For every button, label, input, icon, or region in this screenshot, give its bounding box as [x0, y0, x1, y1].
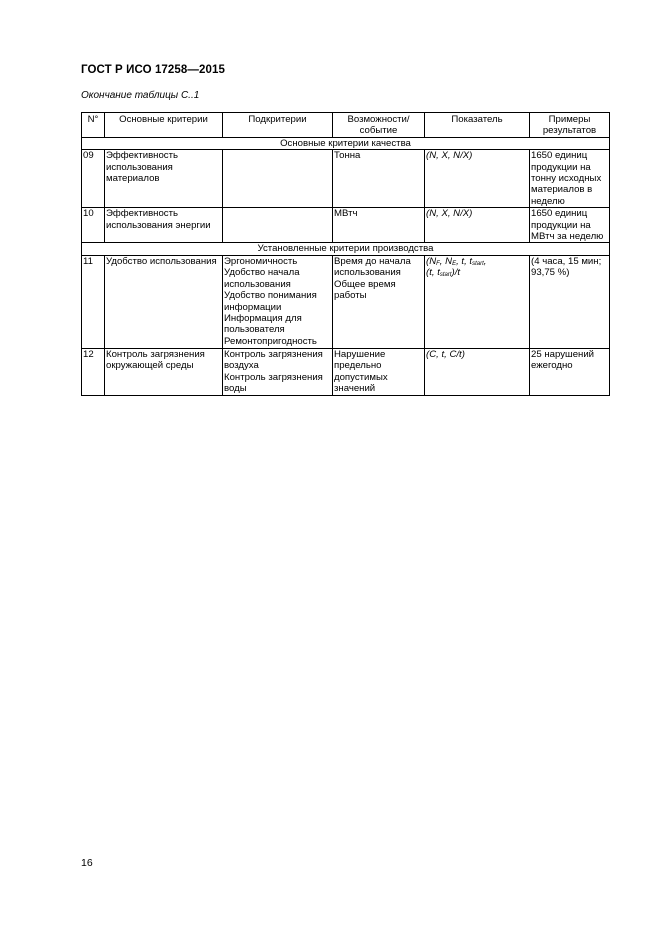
cell-text: МВтч — [334, 208, 358, 220]
cell-text: пользователя — [224, 324, 285, 336]
indicator-formula-line — [426, 267, 528, 278]
cell-text: продукции на — [531, 161, 591, 173]
examples-cell — [530, 255, 610, 348]
cell-text: значений — [334, 383, 376, 395]
cell-text: использования энергии — [106, 219, 211, 231]
indicator-cell — [425, 255, 530, 348]
table-row — [82, 208, 610, 243]
formula-part: )/t — [451, 267, 461, 279]
main-criteria-cell — [105, 208, 223, 243]
cell-text: Общее время — [334, 278, 396, 290]
examples-cell — [530, 150, 610, 208]
section-title-quality: Основные критерии качества — [82, 137, 610, 149]
document-header: ГОСТ Р ИСО 17258—2015 — [81, 64, 226, 76]
subcriteria-cell — [223, 255, 333, 348]
cell-text: Время до начала — [334, 255, 411, 267]
section-title-production: Установленные критерии производства — [82, 243, 610, 255]
formula-part: , — [483, 255, 487, 267]
col-header-event: Возможности/ событие — [333, 113, 425, 138]
cell-text: тонну исходных — [531, 173, 602, 185]
cell-text: Нарушение — [334, 348, 386, 360]
page-number: 16 — [81, 857, 93, 869]
table-row — [82, 348, 610, 395]
formula-part: , N — [439, 255, 453, 267]
table-row — [82, 150, 610, 208]
cell-text: 25 нарушений — [531, 348, 595, 360]
event-cell — [333, 208, 425, 243]
main-criteria-cell — [105, 348, 223, 395]
row-number: 11 — [82, 255, 105, 348]
formula-part: , t, t — [456, 255, 473, 267]
main-criteria-cell — [105, 255, 223, 348]
col-header-indicator: Показатель — [425, 113, 530, 138]
section-row — [82, 137, 610, 149]
cell-text: Эффективность — [106, 150, 178, 162]
cell-text: информации — [224, 301, 282, 313]
indicator-cell: (N, X, N/X) — [425, 208, 530, 243]
subscript-start: start — [439, 272, 452, 279]
cell-text: предельно — [334, 360, 382, 372]
indicator-cell: (N, X, N/X) — [425, 150, 530, 208]
cell-text: использования — [106, 161, 173, 173]
event-cell — [333, 150, 425, 208]
row-number: 12 — [82, 348, 105, 395]
cell-text: Удобство использования — [106, 255, 217, 267]
cell-text: работы — [334, 290, 367, 302]
cell-text: Тонна — [334, 150, 361, 162]
cell-text: Эргономичность — [224, 255, 298, 267]
cell-text: Ремонтопригодность — [224, 335, 317, 347]
subscript-f: F — [436, 260, 440, 267]
main-criteria-cell — [105, 150, 223, 208]
cell-text: использования — [334, 267, 401, 279]
cell-text: Эффективность — [106, 208, 178, 220]
event-cell — [333, 348, 425, 395]
col-header-main-criteria: Основные критерии — [105, 113, 223, 138]
subscript-start: start — [472, 260, 484, 267]
table-header-row — [82, 113, 610, 138]
cell-text: Контроль загрязнения — [224, 348, 323, 360]
criteria-table — [81, 112, 610, 396]
cell-text: Контроль загрязнения — [224, 371, 323, 383]
cell-text: воздуха — [224, 360, 259, 372]
cell-text: неделю — [531, 195, 565, 207]
cell-text: допустимых — [334, 371, 388, 383]
formula-part: (N — [426, 255, 437, 267]
table-row — [82, 255, 610, 348]
cell-text: использования — [224, 278, 291, 290]
cell-text: 1650 единиц — [531, 208, 588, 220]
cell-text: Удобство понимания — [224, 290, 317, 302]
table-caption: Окончание таблицы С..1 — [81, 90, 200, 101]
cell-text: окружающей среды — [106, 360, 194, 372]
col-header-subcriteria: Подкритерии — [223, 113, 333, 138]
cell-text: МВтч за неделю — [531, 231, 604, 243]
cell-text: Информация для — [224, 312, 302, 324]
section-row — [82, 243, 610, 255]
cell-text: 1650 единиц — [531, 150, 588, 162]
indicator-cell: (C, t, C/t) — [425, 348, 530, 395]
indicator-formula-line — [426, 256, 528, 267]
row-number: 09 — [82, 150, 105, 208]
subcriteria-cell — [223, 208, 333, 243]
subcriteria-cell — [223, 150, 333, 208]
cell-text: Удобство начала — [224, 267, 300, 279]
subscript-e: E — [452, 260, 457, 267]
cell-text: 93,75 %) — [531, 267, 570, 279]
examples-cell — [530, 208, 610, 243]
examples-cell — [530, 348, 610, 395]
col-header-examples: Примеры результатов — [530, 113, 610, 138]
cell-text: (4 часа, 15 мин; — [531, 255, 602, 267]
row-number: 10 — [82, 208, 105, 243]
cell-text: воды — [224, 383, 247, 395]
cell-text: Контроль загрязнения — [106, 348, 205, 360]
cell-text: ежегодно — [531, 360, 573, 372]
cell-text: материалов — [106, 173, 160, 185]
cell-text: материалов в — [531, 184, 593, 196]
formula-part: (t, t — [426, 267, 440, 279]
col-header-number: N° — [82, 113, 105, 138]
cell-text: продукции на — [531, 219, 591, 231]
subcriteria-cell — [223, 348, 333, 395]
event-cell — [333, 255, 425, 348]
